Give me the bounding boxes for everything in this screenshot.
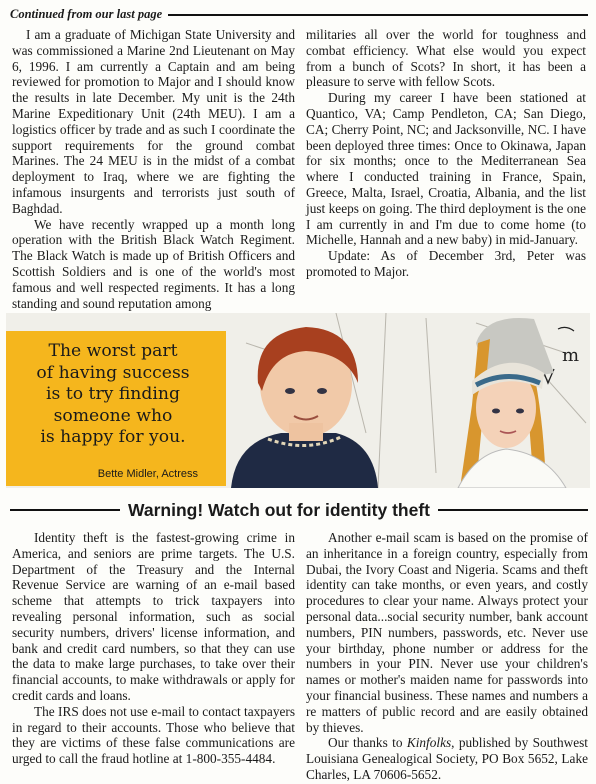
continued-header — [10, 4, 588, 24]
bottom-right-paragraph-1: Another e-mail scam is based on the promise of an inheritance in a foreign country, especially from Dubai, the Ivory Coast and Nigeria. Scams and theft identity can take months, or even years, and costly procedures to clear your name. Always protect your personal data...social security number, bank account numbers, PIN numbers, passwords, etc. Never use your birthday, phone number or address for the numbers in your PIN. Never use your children's names or mother's maiden name for passwords into your financial business. These names and numbers a re matters of public record and are easily obtained by thieves. — [306, 530, 588, 735]
header-rule — [168, 14, 588, 16]
quote-line: is to try finding — [46, 384, 180, 404]
bottom-left-paragraph-2: The IRS does not use e-mail to contact taxpayers in regard to their accounts. Those who believe that they are victims of these false communications are urged to call the fraud hotline at 1-800-355-4484. — [12, 703, 295, 767]
thanks-prefix: Our thanks to — [328, 735, 407, 751]
warning-rule-left — [10, 509, 120, 511]
quote-text — [14, 341, 212, 449]
top-left-paragraph-1: I am a graduate of Michigan State University and was commissioned a Marine 2nd Lieutenant on May 6, 1996. I am currently a Captain and am being reviewed for promotion to Major and I should know the results in late December. My unit is the 24th Marine Expeditionary Unit (24th MEU). I am a logistics officer by trade and as such I coordinate the support requirements for the ground combat Marines. The 24 MEU is in the midst of a combat deployment to Iraq, where we are fighting the infamous insurgents and terrorists just south of Baghdad. — [12, 27, 295, 216]
girl-figure — [458, 318, 566, 488]
top-left-column — [12, 27, 295, 311]
top-right-column — [306, 27, 586, 280]
svg-text:m: m — [562, 345, 580, 366]
top-right-paragraph-2: During my career I have been stationed at Quantico, VA; Camp Pendleton, CA; San Diego, CA; Cherry Point, NC; and Jacksonville, NC. I have been deployed three times: Once to Okinawa, Japan for six months; once to the Mediterranean Sea where I conducted training in France, Spain, Greece, Malta, Israel, Croatia, Albania, and the list just keeps on going. The third deployment is the one I am currently in and I'm due to come home (to Michelle, Hannah and a new baby) in mid-January. — [306, 90, 586, 248]
quote-line: The worst part — [48, 341, 178, 361]
warning-title: Warning! Watch out for identity theft — [128, 499, 430, 520]
continued-title: Continued from our last page — [10, 6, 163, 21]
top-right-paragraph-1: militaries all over the world for toughness and combat efficiency. What else would you expect from a bunch of Scots? In short, it has been a pleasure to serve with fellow Scots. — [306, 27, 586, 90]
quote-line: is happy for you. — [40, 427, 186, 447]
warning-rule-right — [438, 509, 588, 511]
boy-figure — [231, 327, 378, 488]
quote-attribution: Bette Midler, Actress — [97, 468, 198, 480]
quote-line: of having success — [36, 362, 190, 383]
thanks-suffix: , published by Southwest Louisiana Genealogical Society, PO Box 5652, Lake Charles, LA 70606-5652. — [306, 735, 588, 782]
bottom-left-paragraph-1: Identity theft is the fastest-growing crime in America, and seniors are prime targets. The U.S. Department of the Treasury and the Internal Revenue Service are warning of an e-mail based scheme that attempts to trick taxpayers into revealing personal information, such as social security numbers, drivers' license information, and bank and credit card numbers, so that they can use the data to make large purchases, to take over their financial accounts, to make withdrawals or apply for credit cards and loans. — [12, 530, 295, 703]
kinfolks-title: Kinfolks — [406, 735, 452, 751]
bottom-right-column — [306, 530, 588, 783]
bottom-right-paragraph-2 — [306, 735, 588, 782]
bottom-left-column — [12, 530, 295, 767]
top-left-paragraph-2: We have recently wrapped up a month long operation with the British Black Watch Regiment. The Black Watch is made up of British Officers and Scottish Soldiers and is one of the world's most famous and well respected regiments. It has a long standing and sound reputation among — [12, 216, 295, 311]
quote-line: someone who — [53, 405, 173, 426]
quote-banner — [6, 313, 590, 488]
warning-heading — [10, 495, 588, 525]
top-right-paragraph-3: Update: As of December 3rd, Peter was promoted to Major. — [306, 248, 586, 279]
